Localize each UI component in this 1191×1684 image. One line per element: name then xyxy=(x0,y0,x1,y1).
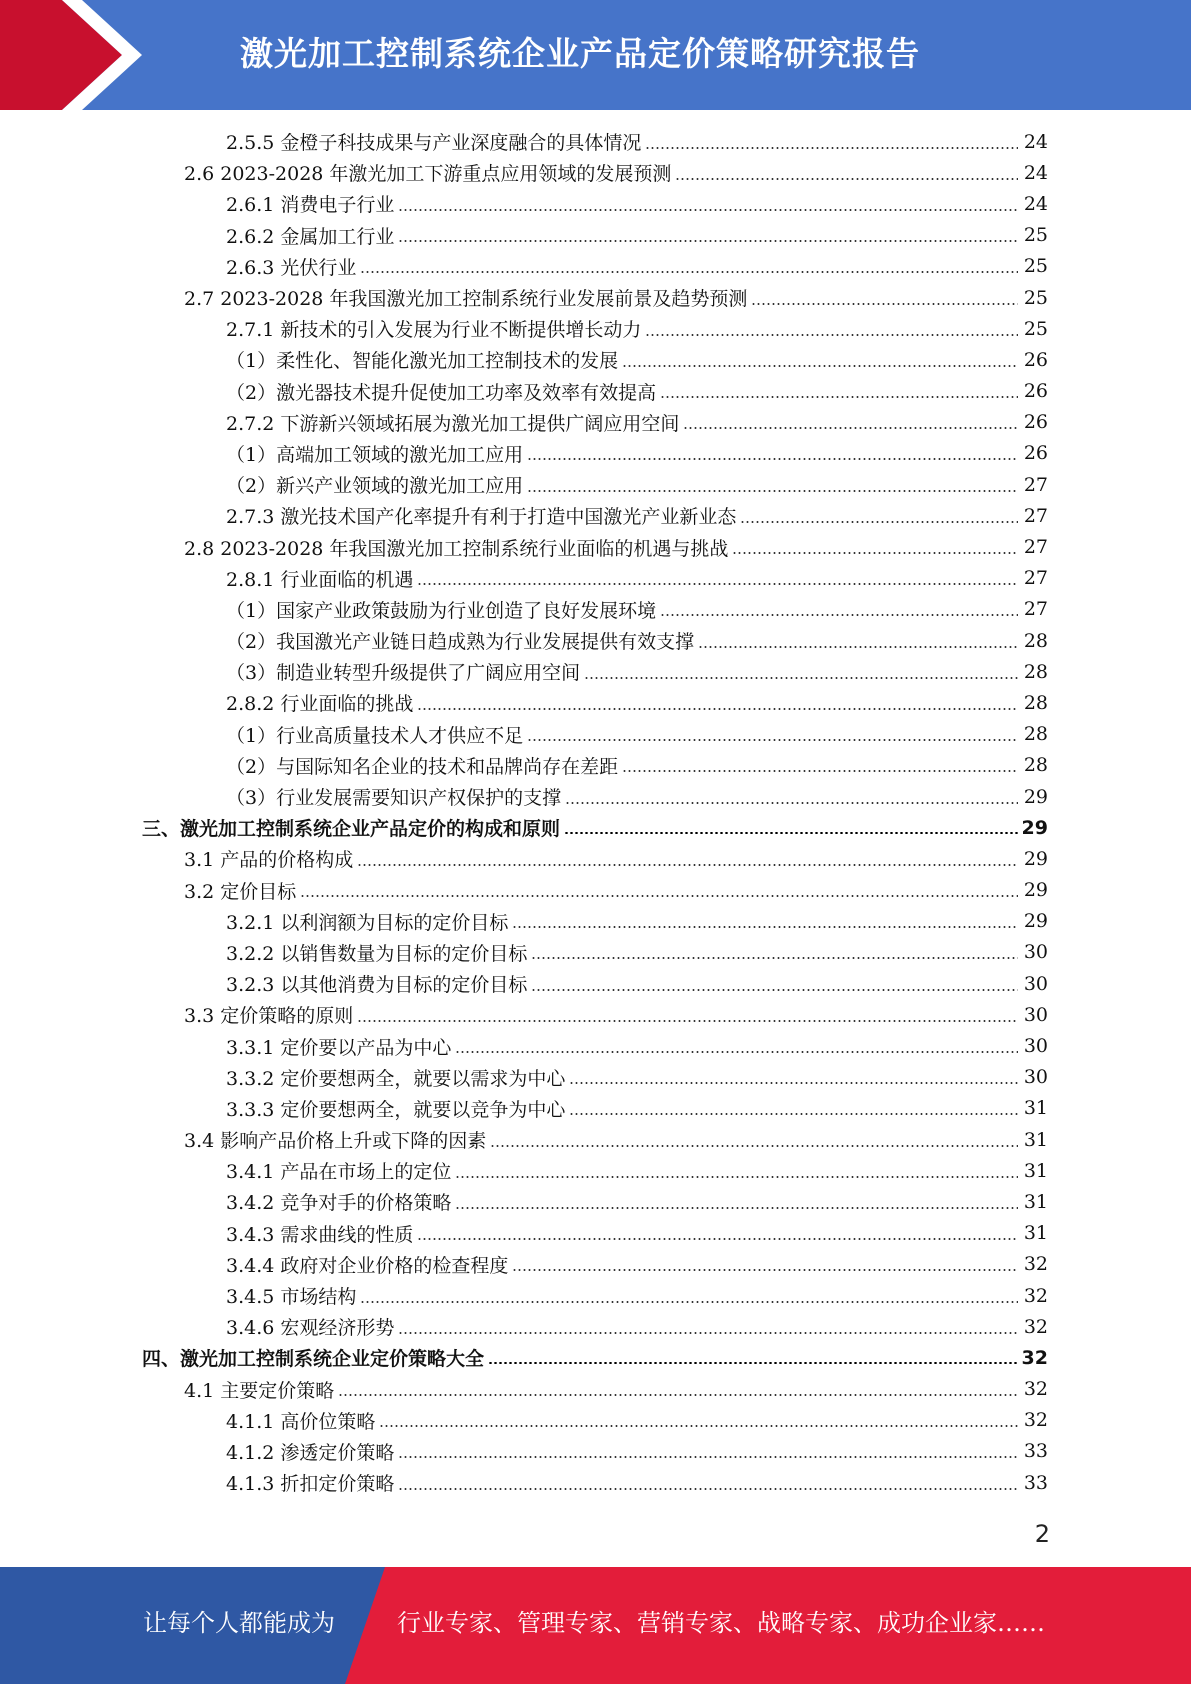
toc-entry-title: （3）行业发展需要知识产权保护的支撑 xyxy=(226,787,562,810)
toc-entry-title: 4.1.3 折扣定价策略 xyxy=(226,1473,395,1496)
toc-dot-leader xyxy=(398,240,1018,242)
toc-entry-title: 3.4.6 宏观经济形势 xyxy=(226,1317,395,1340)
toc-entry-page: 32 xyxy=(1023,1409,1048,1432)
report-title: 激光加工控制系统企业产品定价策略研究报告 xyxy=(240,34,920,73)
toc-dot-leader xyxy=(531,989,1018,991)
footer-slogan-left: 让每个人都能成为 xyxy=(143,1609,335,1637)
toc-entry-title: 3.3 定价策略的原则 xyxy=(184,1005,354,1028)
toc-dot-leader xyxy=(512,926,1018,928)
toc-dot-leader xyxy=(357,864,1018,866)
toc-entry-page: 27 xyxy=(1023,536,1048,559)
toc-entry-page: 31 xyxy=(1023,1159,1048,1182)
toc-entry[interactable] xyxy=(0,1093,1191,1124)
toc-dot-leader xyxy=(660,396,1018,398)
page-number: 2 xyxy=(1034,1520,1050,1548)
toc-entry-title: 2.6.1 消费电子行业 xyxy=(226,194,395,217)
toc-entry[interactable] xyxy=(0,251,1191,282)
toc-entry-page: 31 xyxy=(1023,1097,1048,1120)
toc-entry-page: 28 xyxy=(1023,691,1048,714)
toc-entry-page: 25 xyxy=(1023,286,1048,309)
toc-entry[interactable] xyxy=(0,1124,1191,1155)
toc-entry-title: 3.4.4 政府对企业价格的检查程度 xyxy=(226,1254,509,1277)
toc-entry-page: 24 xyxy=(1023,130,1048,153)
toc-entry-page: 30 xyxy=(1023,941,1048,964)
toc-entry[interactable] xyxy=(0,1280,1191,1311)
toc-entry-page: 32 xyxy=(1023,1315,1048,1338)
toc-entry-title: 2.8.1 行业面临的机遇 xyxy=(226,568,414,591)
toc-entry-page: 26 xyxy=(1023,380,1048,403)
toc-entry-title: 三、激光加工控制系统企业产品定价的构成和原则 xyxy=(142,818,561,841)
toc-entry[interactable] xyxy=(0,500,1191,531)
toc-entry-title: 2.8 2023-2028 年我国激光加工控制系统行业面临的机遇与挑战 xyxy=(184,537,729,560)
toc-entry-title: 2.7.2 下游新兴领域拓展为激光加工提供广阔应用空间 xyxy=(226,412,680,435)
toc-entry-title: 3.2.2 以销售数量为目标的定价目标 xyxy=(226,942,528,965)
toc-entry-title: 2.6.3 光伏行业 xyxy=(226,256,357,279)
toc-entry-title: （2）我国激光产业链日趋成熟为行业发展提供有效支撑 xyxy=(226,631,695,654)
toc-entry[interactable] xyxy=(0,906,1191,937)
toc-entry-page: 25 xyxy=(1023,224,1048,247)
footer-slogan-right: 行业专家、管理专家、营销专家、战略专家、成功企业家…… xyxy=(397,1609,1045,1637)
toc-entry-title: 4.1 主要定价策略 xyxy=(184,1379,335,1402)
toc-entry[interactable] xyxy=(0,1249,1191,1280)
toc-entry[interactable] xyxy=(0,937,1191,968)
toc-entry-title: 3.3.2 定价要想两全，就要以需求为中心 xyxy=(226,1067,566,1090)
toc-entry-page: 24 xyxy=(1023,161,1048,184)
toc-entry[interactable] xyxy=(0,719,1191,750)
toc-dot-leader xyxy=(683,427,1018,429)
toc-dot-leader xyxy=(740,521,1018,523)
toc-entry-page: 27 xyxy=(1023,473,1048,496)
toc-entry[interactable] xyxy=(0,313,1191,344)
toc-entry-page: 29 xyxy=(1023,847,1048,870)
toc-dot-leader xyxy=(569,1113,1018,1115)
toc-dot-leader xyxy=(584,677,1018,679)
toc-dot-leader xyxy=(488,1362,1018,1365)
toc-entry[interactable] xyxy=(0,1436,1191,1467)
toc-entry[interactable] xyxy=(0,1218,1191,1249)
toc-entry[interactable] xyxy=(0,1030,1191,1061)
toc-dot-leader xyxy=(527,739,1018,741)
toc-entry[interactable] xyxy=(0,1405,1191,1436)
toc-entry-page: 27 xyxy=(1023,504,1048,527)
toc-dot-leader xyxy=(490,1145,1018,1147)
toc-entry[interactable] xyxy=(0,1155,1191,1186)
toc-entry[interactable] xyxy=(0,344,1191,375)
toc-entry-page: 26 xyxy=(1023,411,1048,434)
toc-entry[interactable] xyxy=(0,438,1191,469)
toc-entry-title: 3.4.1 产品在市场上的定位 xyxy=(226,1161,452,1184)
toc-entry[interactable] xyxy=(0,687,1191,718)
toc-entry[interactable] xyxy=(0,750,1191,781)
header-arrow-decoration xyxy=(0,0,160,110)
toc-entry[interactable] xyxy=(0,1467,1191,1498)
toc-entry-page: 31 xyxy=(1023,1190,1048,1213)
toc-entry-title: 3.4 影响产品价格上升或下降的因素 xyxy=(184,1130,487,1153)
toc-dot-leader xyxy=(300,895,1018,897)
toc-entry[interactable] xyxy=(0,812,1191,843)
toc-entry[interactable] xyxy=(0,531,1191,562)
toc-dot-leader xyxy=(398,1456,1018,1458)
toc-entry-page: 32 xyxy=(1021,1346,1048,1369)
toc-entry[interactable] xyxy=(0,376,1191,407)
toc-entry-title: 3.2.3 以其他消费为目标的定价目标 xyxy=(226,974,528,997)
toc-dot-leader xyxy=(398,1488,1018,1490)
toc-entry-title: 2.7.1 新技术的引入发展为行业不断提供增长动力 xyxy=(226,319,642,342)
toc-dot-leader xyxy=(360,1301,1018,1303)
toc-dot-leader xyxy=(512,1269,1018,1271)
toc-entry[interactable] xyxy=(0,126,1191,157)
toc-entry-page: 31 xyxy=(1023,1128,1048,1151)
toc-dot-leader xyxy=(417,583,1018,585)
page-footer xyxy=(0,1567,1191,1684)
toc-entry-title: （2）新兴产业领域的激光加工应用 xyxy=(226,475,524,498)
toc-entry-title: 2.5.5 金橙子科技成果与产业深度融合的具体情况 xyxy=(226,132,642,155)
toc-entry-title: 3.3.1 定价要以产品为中心 xyxy=(226,1036,452,1059)
toc-entry-page: 29 xyxy=(1023,910,1048,933)
toc-entry-page: 32 xyxy=(1023,1378,1048,1401)
toc-dot-leader xyxy=(622,770,1018,772)
toc-entry[interactable] xyxy=(0,157,1191,188)
toc-dot-leader xyxy=(527,490,1018,492)
toc-dot-leader xyxy=(360,271,1018,273)
toc-entry[interactable] xyxy=(0,563,1191,594)
toc-entry-title: 3.4.3 需求曲线的性质 xyxy=(226,1223,414,1246)
toc-dot-leader xyxy=(660,614,1018,616)
toc-entry-page: 29 xyxy=(1023,879,1048,902)
toc-entry-page: 26 xyxy=(1023,442,1048,465)
toc-dot-leader xyxy=(751,303,1018,305)
toc-dot-leader xyxy=(455,1207,1018,1209)
toc-entry-title: （3）制造业转型升级提供了广阔应用空间 xyxy=(226,662,581,685)
toc-entry[interactable] xyxy=(0,968,1191,999)
toc-entry-page: 30 xyxy=(1023,1035,1048,1058)
toc-entry-page: 27 xyxy=(1023,598,1048,621)
toc-entry[interactable] xyxy=(0,220,1191,251)
toc-dot-leader xyxy=(398,209,1018,211)
toc-entry-page: 33 xyxy=(1023,1471,1048,1494)
toc-entry[interactable] xyxy=(0,875,1191,906)
toc-entry-page: 32 xyxy=(1023,1253,1048,1276)
toc-entry-title: 2.7.3 激光技术国产化率提升有利于打造中国激光产业新业态 xyxy=(226,506,737,529)
toc-entry-title: 2.6 2023-2028 年激光加工下游重点应用领域的发展预测 xyxy=(184,163,672,186)
toc-entry-page: 29 xyxy=(1021,816,1048,839)
toc-entry-title: 2.7 2023-2028 年我国激光加工控制系统行业发展前景及趋势预测 xyxy=(184,288,748,311)
toc-entry[interactable] xyxy=(0,656,1191,687)
toc-entry-page: 30 xyxy=(1023,972,1048,995)
toc-dot-leader xyxy=(645,147,1018,149)
toc-dot-leader xyxy=(417,708,1018,710)
toc-entry-title: （2）与国际知名企业的技术和品牌尚存在差距 xyxy=(226,755,619,778)
toc-dot-leader xyxy=(417,1238,1018,1240)
toc-dot-leader xyxy=(645,334,1018,336)
toc-entry-title: 2.8.2 行业面临的挑战 xyxy=(226,693,414,716)
toc-entry-page: 30 xyxy=(1023,1003,1048,1026)
toc-entry[interactable] xyxy=(0,999,1191,1030)
toc-entry-page: 24 xyxy=(1023,192,1048,215)
toc-entry-title: 3.2.1 以利润额为目标的定价目标 xyxy=(226,911,509,934)
toc-dot-leader xyxy=(455,1051,1018,1053)
toc-entry-page: 30 xyxy=(1023,1066,1048,1089)
toc-entry[interactable] xyxy=(0,1374,1191,1405)
toc-entry-title: 四、激光加工控制系统企业定价策略大全 xyxy=(142,1348,485,1371)
toc-entry-page: 33 xyxy=(1023,1440,1048,1463)
toc-entry[interactable] xyxy=(0,594,1191,625)
toc-dot-leader xyxy=(569,1082,1018,1084)
toc-entry-title: （1）行业高质量技术人才供应不足 xyxy=(226,724,524,747)
toc-entry-page: 28 xyxy=(1023,660,1048,683)
toc-entry[interactable] xyxy=(0,1186,1191,1217)
toc-dot-leader xyxy=(379,1425,1018,1427)
toc-dot-leader xyxy=(455,1176,1018,1178)
toc-entry-page: 28 xyxy=(1023,754,1048,777)
toc-entry-title: 3.2 定价目标 xyxy=(184,880,297,903)
toc-entry-title: 3.4.2 竞争对手的价格策略 xyxy=(226,1192,452,1215)
toc-entry[interactable] xyxy=(0,407,1191,438)
toc-entry-page: 25 xyxy=(1023,255,1048,278)
toc-entry-title: （1）国家产业政策鼓励为行业创造了良好发展环境 xyxy=(226,599,657,622)
toc-entry[interactable] xyxy=(0,1342,1191,1373)
toc-dot-leader xyxy=(732,552,1018,554)
toc-entry-page: 27 xyxy=(1023,567,1048,590)
toc-entry-page: 32 xyxy=(1023,1284,1048,1307)
toc-dot-leader xyxy=(565,802,1018,804)
toc-dot-leader xyxy=(398,1332,1018,1334)
toc-dot-leader xyxy=(622,365,1018,367)
toc-entry[interactable] xyxy=(0,469,1191,500)
toc-dot-leader xyxy=(698,646,1018,648)
toc-entry[interactable] xyxy=(0,282,1191,313)
toc-dot-leader xyxy=(564,832,1018,835)
toc-dot-leader xyxy=(357,1020,1018,1022)
toc-dot-leader xyxy=(531,957,1018,959)
toc-entry-title: 2.6.2 金属加工行业 xyxy=(226,225,395,248)
toc-entry-page: 29 xyxy=(1023,785,1048,808)
table-of-contents xyxy=(0,126,1191,1498)
toc-entry-page: 28 xyxy=(1023,723,1048,746)
toc-entry-page: 25 xyxy=(1023,317,1048,340)
page-header xyxy=(0,0,1191,110)
toc-entry[interactable] xyxy=(0,1311,1191,1342)
toc-entry-title: （1）高端加工领域的激光加工应用 xyxy=(226,443,524,466)
toc-entry-title: 4.1.2 渗透定价策略 xyxy=(226,1441,395,1464)
toc-entry-title: 4.1.1 高价位策略 xyxy=(226,1410,376,1433)
toc-dot-leader xyxy=(675,178,1018,180)
toc-entry[interactable] xyxy=(0,188,1191,219)
toc-entry-title: （1）柔性化、智能化激光加工控制技术的发展 xyxy=(226,350,619,373)
toc-entry-title: 3.4.5 市场结构 xyxy=(226,1286,357,1309)
toc-entry[interactable] xyxy=(0,1062,1191,1093)
toc-dot-leader xyxy=(338,1394,1018,1396)
toc-entry-title: 3.3.3 定价要想两全，就要以竞争为中心 xyxy=(226,1098,566,1121)
toc-entry-title: 3.1 产品的价格构成 xyxy=(184,849,354,872)
toc-entry-page: 26 xyxy=(1023,348,1048,371)
toc-entry[interactable] xyxy=(0,843,1191,874)
toc-dot-leader xyxy=(527,458,1018,460)
toc-entry-page: 28 xyxy=(1023,629,1048,652)
toc-entry[interactable] xyxy=(0,625,1191,656)
toc-entry-page: 31 xyxy=(1023,1222,1048,1245)
toc-entry[interactable] xyxy=(0,781,1191,812)
toc-entry-title: （2）激光器技术提升促使加工功率及效率有效提高 xyxy=(226,381,657,404)
